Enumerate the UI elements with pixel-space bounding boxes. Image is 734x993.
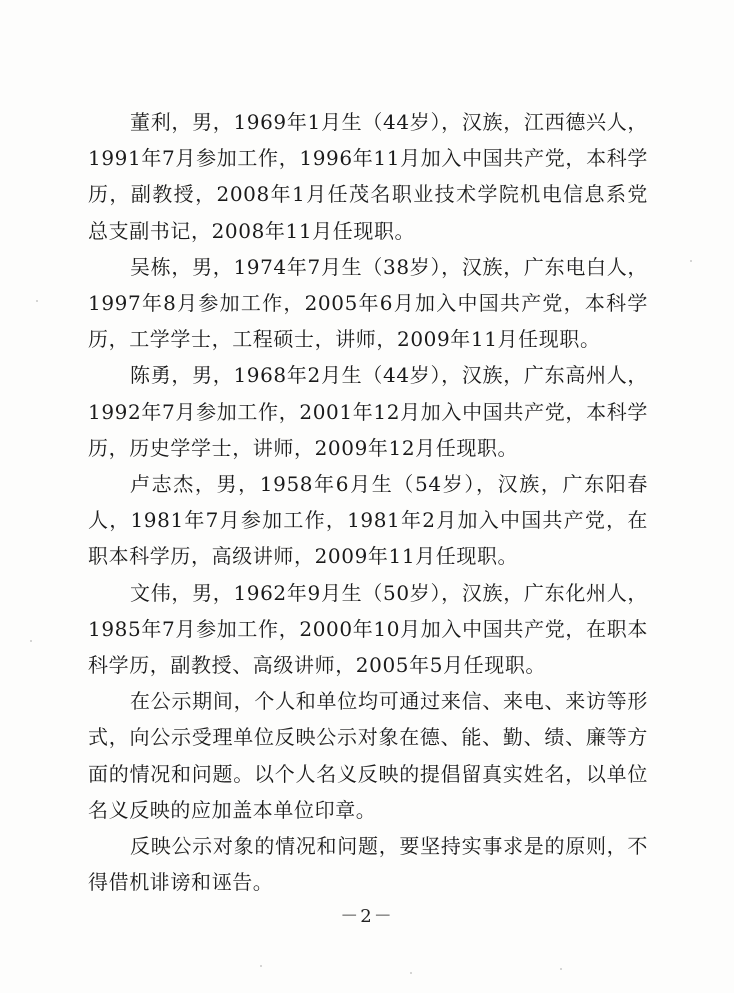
scan-speck: [36, 300, 38, 302]
paragraph-dong-li: 董利，男，1969年1月生（44岁），汉族，江西德兴人，1991年7月参加工作，1996年11月加入中国共产党，本科学历，副教授，2008年1月任茂名职业技术学院机电信息系党总支副书记，2008年11月任现职。: [88, 110, 648, 243]
paragraph-lu-zhijie: 卢志杰，男，1958年6月生（54岁），汉族，广东阳春人，1981年7月参加工作，1981年2月加入中国共产党，在职本科学历，高级讲师，2009年11月任现职。: [88, 472, 648, 569]
scan-speck: [410, 972, 412, 974]
scan-speck: [560, 968, 562, 970]
scan-speck: [690, 260, 692, 262]
page-number: －2－: [340, 906, 394, 927]
paragraph-wen-wei: 文伟，男，1962年9月生（50岁），汉族，广东化州人，1985年7月参加工作，2000年10月加入中国共产党，在职本科学历，副教授、高级讲师，2005年5月任现职。: [88, 580, 648, 678]
paragraph-feedback-notice: 在公示期间，个人和单位均可通过来信、来电、来访等形式，向公示受理单位反映公示对象在德、能、勤、绩、廉等方面的情况和问题。以个人名义反映的提倡留真实姓名，以单位名义反映的应加盖本单位印章。: [88, 689, 648, 822]
paragraph-chen-yong: 陈勇，男，1968年2月生（44岁），汉族，广东高州人，1992年7月参加工作，2001年12月加入中国共产党，本科学历，历史学学士，讲师，2009年12月任现职。: [88, 363, 648, 460]
scan-speck: [260, 965, 262, 967]
scan-speck: [30, 640, 32, 642]
paragraph-principle-notice: 反映公示对象的情况和问题，要坚持实事求是的原则，不得借机诽谤和诬告。: [88, 834, 648, 895]
paragraph-wu-dong: 吴栋，男，1974年7月生（38岁），汉族，广东电白人，1997年8月参加工作，2005年6月加入中国共产党，本科学历，工学学士，工程硕士，讲师，2009年11月任现职。: [88, 254, 648, 352]
document-body: [88, 104, 648, 900]
